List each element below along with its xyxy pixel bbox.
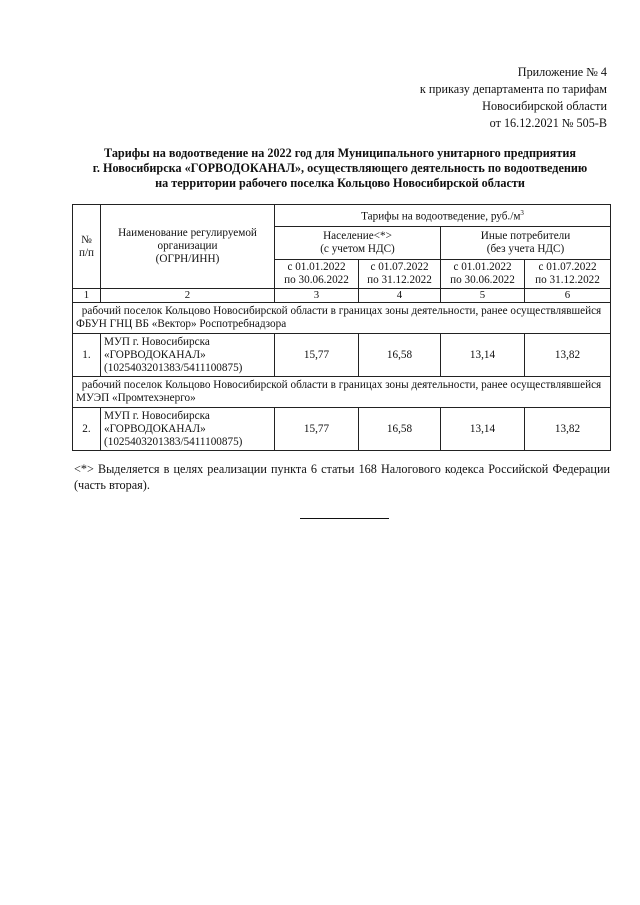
header-org-line-3: (ОГРН/ИНН)	[155, 253, 220, 265]
period-2-to: по 31.12.2022	[367, 274, 432, 286]
table-row	[73, 408, 611, 451]
header-population-line-1: Население<*>	[323, 230, 392, 242]
section-caption: рабочий поселок Кольцово Новосибирской области в границах зоны деятельности, ранее осуществлявшейся МУЭП «Промтехэнерго»	[73, 377, 611, 408]
section-caption: рабочий поселок Кольцово Новосибирской области в границах зоны деятельности, ранее осуществлявшейся ФБУН ГНЦ ВБ «Вектор» Роспотребнадзора	[73, 303, 611, 334]
header-period-4	[525, 260, 611, 289]
header-period-3	[441, 260, 525, 289]
period-2-from: с 01.07.2022	[370, 261, 429, 273]
period-4-from: с 01.07.2022	[538, 261, 597, 273]
header-organization	[101, 205, 275, 289]
title-line-1: Тарифы на водоотведение на 2022 год для Муниципального унитарного предприятия	[104, 146, 576, 160]
header-tariffs-text: Тарифы на водоотведение, руб./м	[361, 210, 521, 223]
tariff-value: 16,58	[359, 408, 441, 451]
document-title	[40, 146, 640, 191]
tariff-value: 13,14	[441, 408, 525, 451]
header-population	[275, 227, 441, 260]
closing-separator-line	[300, 518, 389, 519]
tariff-value: 16,58	[359, 334, 441, 377]
org-name-line-1: МУП г. Новосибирска	[104, 409, 210, 422]
section-caption-row	[73, 303, 611, 334]
org-name-line-2: «ГОРВОДОКАНАЛ»	[104, 348, 206, 361]
header-population-line-2: (с учетом НДС)	[320, 243, 395, 255]
row-number: 1.	[73, 334, 101, 377]
table-row	[73, 334, 611, 377]
column-number-row	[73, 289, 611, 303]
column-number-5: 5	[441, 289, 525, 303]
title-line-3: на территории рабочего поселка Кольцово Новосибирской области	[155, 176, 525, 190]
appendix-order-ref: к приказу департамента по тарифам	[419, 82, 607, 96]
org-ids: (1025403201383/5411100875)	[104, 435, 243, 448]
org-name-line-2: «ГОРВОДОКАНАЛ»	[104, 422, 206, 435]
header-other-line-1: Иные потребители	[480, 230, 571, 242]
period-1-from: с 01.01.2022	[287, 261, 346, 273]
row-number: 2.	[73, 408, 101, 451]
header-tariffs	[275, 205, 611, 227]
org-ids: (1025403201383/5411100875)	[104, 361, 243, 374]
period-3-to: по 30.06.2022	[450, 274, 515, 286]
appendix-region: Новосибирской области	[482, 99, 607, 113]
header-org-line-1: Наименование регулируемой	[118, 227, 257, 239]
org-name-line-1: МУП г. Новосибирска	[104, 335, 210, 348]
appendix-date: от 16.12.2021 № 505-В	[489, 116, 607, 130]
row-organization	[101, 408, 275, 451]
tariff-value: 13,82	[525, 334, 611, 377]
tariff-value: 13,82	[525, 408, 611, 451]
header-number-line-2: п/п	[78, 246, 95, 259]
appendix-header	[420, 64, 607, 132]
tariff-value: 15,77	[275, 408, 359, 451]
period-1-to: по 30.06.2022	[284, 274, 349, 286]
column-number-6: 6	[525, 289, 611, 303]
tariff-value: 15,77	[275, 334, 359, 377]
column-number-4: 4	[359, 289, 441, 303]
header-tariffs-unit-exponent: 3	[520, 209, 524, 218]
title-line-2: г. Новосибирска «ГОРВОДОКАНАЛ», осуществляющего деятельность по водоотведению	[92, 161, 588, 175]
section-caption-row	[73, 377, 611, 408]
period-4-to: по 31.12.2022	[535, 274, 600, 286]
row-organization	[101, 334, 275, 377]
tariffs-table	[72, 204, 611, 451]
header-number	[73, 205, 101, 289]
column-number-3: 3	[275, 289, 359, 303]
header-row-1	[73, 205, 611, 227]
tariff-value: 13,14	[441, 334, 525, 377]
column-number-2: 2	[101, 289, 275, 303]
header-org-line-2: организации	[157, 240, 218, 252]
header-period-2	[359, 260, 441, 289]
footnote: <*> Выделяется в целях реализации пункта 6 статьи 168 Налогового кодекса Российской Федерации (часть вторая).	[74, 462, 610, 492]
column-number-1: 1	[73, 289, 101, 303]
header-other-line-2: (без учета НДС)	[486, 243, 565, 255]
appendix-number: Приложение № 4	[517, 65, 607, 79]
header-other-consumers	[441, 227, 611, 260]
period-3-from: с 01.01.2022	[453, 261, 512, 273]
header-number-line-1: №	[81, 233, 92, 246]
header-period-1	[275, 260, 359, 289]
